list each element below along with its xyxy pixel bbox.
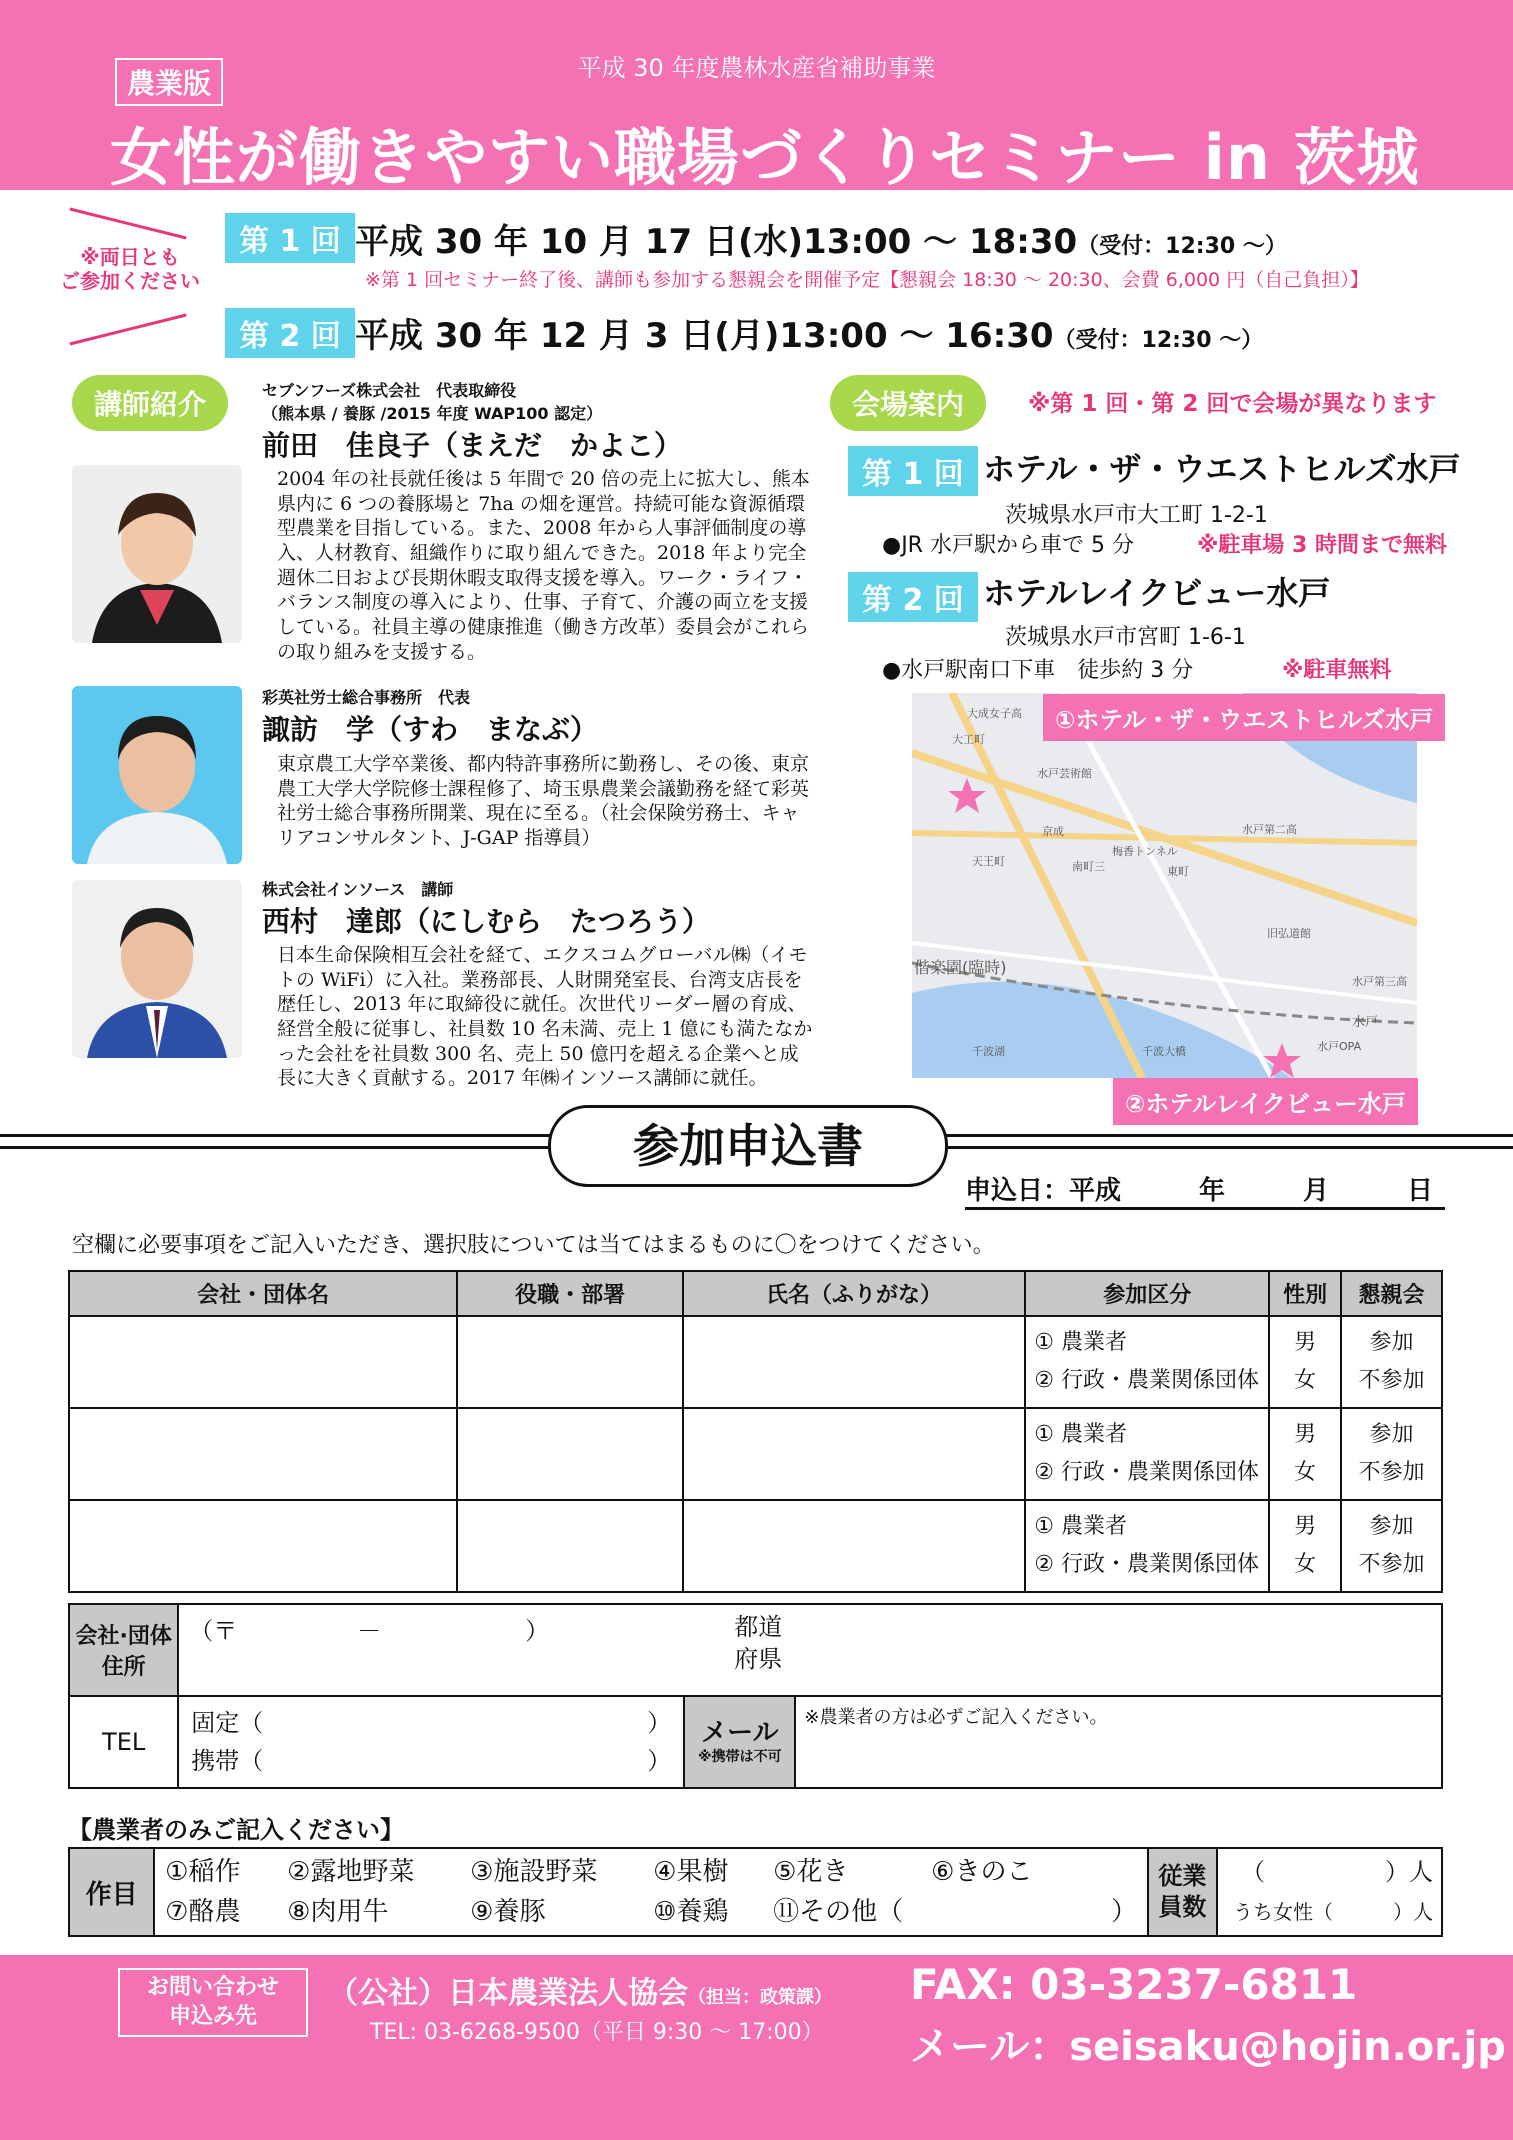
crop-option[interactable]: ⑧肉用牛	[287, 1897, 389, 1927]
map-place: 水戸第二高	[1242, 823, 1297, 836]
both-days-note: ※両日とも ご参加ください	[60, 245, 200, 293]
venue2-badge: 第 2 回	[848, 572, 978, 622]
category-option[interactable]: ① 農業者	[1034, 1514, 1127, 1539]
postal-code-field[interactable]: （〒 － ）	[189, 1617, 550, 1645]
position-field[interactable]	[457, 1408, 683, 1500]
address-row	[69, 1604, 1442, 1696]
mail-label: メール	[701, 1718, 779, 1748]
party-options[interactable]	[1341, 1316, 1442, 1408]
party-options[interactable]	[1341, 1408, 1442, 1500]
gender-option[interactable]: 女	[1294, 1368, 1317, 1393]
map-label-venue1: ①ホテル・ザ・ウエストヒルズ水戸	[1043, 694, 1445, 741]
speaker1-header	[262, 378, 682, 464]
speaker3-name: 西村 達郎（にしむら たつろう）	[262, 905, 711, 938]
map-place: 水戸芸術館	[1037, 767, 1092, 780]
col-header: 参加区分	[1025, 1271, 1269, 1316]
venue2-access: ●水戸駅南口下車 徒歩約 3 分	[882, 658, 1194, 683]
category-option[interactable]: ① 農業者	[1034, 1422, 1127, 1447]
venue2-name: ホテルレイクビュー水戸	[983, 574, 1331, 612]
map-place: 千波湖	[972, 1045, 1005, 1058]
speaker1-bio: 2004 年の社長就任後は 5 年間で 20 倍の売上に拡大し、熊本県内に 6 つの養豚場と 7ha の畑を運営。持続可能な資源循環型農業を目指している。また、2008 年から人事評価制度の導入、人材教育、組織作りに取り組んできた。2018 年より完全週休二日および長期休暇支取得支援を導入。ワーク・ライフ・バランス制度の導入により、仕事、子育て、介護の両立を支援している。社員主導の健康推進（働き方改革）委員会がこれらの取り組みを支援する。	[277, 468, 810, 663]
staff-women-field[interactable]: うち女性（ ）人	[1233, 1900, 1433, 1924]
gender-option[interactable]: 男	[1294, 1330, 1317, 1355]
contact-label: お問い合わせ 申込み先	[118, 1968, 308, 2037]
map-place: 大成女子高	[967, 707, 1022, 720]
application-date[interactable]: 申込日：平成 年 月 日	[965, 1170, 1445, 1210]
map-place: 京成	[1042, 825, 1064, 838]
col-header: 会社・団体名	[69, 1271, 457, 1316]
application-instruction: 空欄に必要事項をご記入いただき、選択肢については当てはまるものに〇をつけてください。	[72, 1233, 995, 1258]
col-header: 役職・部署	[457, 1271, 683, 1316]
staff-fields[interactable]	[1217, 1848, 1442, 1936]
speaker3-photo	[72, 880, 242, 1058]
mail-label-cell	[684, 1696, 795, 1788]
category-option[interactable]: ② 行政・農業関係団体	[1034, 1552, 1259, 1577]
decor-line	[69, 314, 186, 346]
company-field[interactable]	[69, 1500, 457, 1592]
map-place: 千波大橋	[1142, 1045, 1186, 1058]
contact-fax[interactable]: FAX: 03-3237-6811	[910, 1960, 1358, 2009]
contact-org-dept: （担当：政策課）	[688, 1987, 832, 2008]
position-field[interactable]	[457, 1316, 683, 1408]
map-label-venue2: ②ホテルレイクビュー水戸	[1113, 1078, 1418, 1125]
company-field[interactable]	[69, 1316, 457, 1408]
venue-map	[912, 693, 1417, 1078]
gender-option[interactable]: 女	[1294, 1552, 1317, 1577]
gender-option[interactable]: 男	[1294, 1514, 1317, 1539]
staff-label: 従業 員数	[1148, 1848, 1217, 1936]
crop-options-row2	[165, 1892, 1137, 1932]
session2-reception: （受付：12:30 〜）	[1053, 328, 1264, 353]
application-table	[68, 1270, 1443, 1593]
session2-badge: 第 2 回	[225, 308, 355, 358]
subsidy-subtitle: 平成 30 年度農林水産省補助事業	[577, 54, 936, 82]
col-header: 性別	[1269, 1271, 1341, 1316]
speaker1-org: セブンフーズ株式会社 代表取締役	[262, 381, 517, 400]
venue-note: ※第 1 回・第 2 回で会場が異なります	[1028, 391, 1437, 417]
crop-option[interactable]: ⑪その他（ ）	[773, 1897, 1138, 1927]
category-options[interactable]	[1025, 1316, 1269, 1408]
crop-option[interactable]: ⑤花き	[773, 1857, 849, 1887]
speaker3-bio: 日本生命保険相互会社を経て、エクスコムグローバル㈱（イモトの WiFi）に入社。業務部長、人財開発室長、台湾支店長を歴任し、2013 年に取締役に就任。次世代リーダー層の育成、経営全般に従事し、社員数 10 名未満、売上 1 億にも満たなかった会社を社員数 300 名、売上 50 億円を超える企業へと成長に大きく貢献する。2017 年㈱インソース講師に就任。	[277, 944, 813, 1090]
session2-date-text: 平成 30 年 12 月 3 日(月)13:00 〜 16:30	[355, 316, 1054, 356]
venue1-address: 茨城県水戸市大工町 1-2-1	[1005, 503, 1268, 528]
map-place: 旧弘道館	[1267, 927, 1311, 940]
crop-options-row1	[165, 1852, 1137, 1892]
speakers-label: 講師紹介	[72, 375, 228, 431]
map-place: 水戸OPA	[1317, 1040, 1362, 1053]
category-options[interactable]	[1025, 1500, 1269, 1592]
farmer-heading: 【農業者のみご記入ください】	[68, 1816, 404, 1844]
crop-row	[69, 1848, 1442, 1936]
session1-reception: （受付：12:30 〜）	[1077, 234, 1287, 259]
company-field[interactable]	[69, 1408, 457, 1500]
contact-table	[68, 1603, 1443, 1789]
table-row	[69, 1316, 1442, 1408]
mail-field[interactable]	[795, 1696, 1442, 1788]
speaker1-org2: （熊本県 / 養豚 /2015 年度 WAP100 認定）	[262, 404, 603, 423]
tel-fields[interactable]	[178, 1696, 684, 1788]
prefecture-label: 都道 府県	[734, 1613, 783, 1674]
speaker3-header	[262, 877, 710, 940]
speaker2-name: 諏訪 学（すわ まなぶ）	[262, 713, 599, 746]
tel-mobile-field[interactable]: 携帯（ ）	[191, 1747, 672, 1775]
speaker2-photo	[72, 686, 242, 864]
map-place: 天王町	[972, 855, 1005, 868]
farmer-table	[68, 1847, 1443, 1937]
speaker1-photo	[72, 465, 242, 643]
crop-label: 作目	[69, 1848, 154, 1936]
party-option[interactable]: 参加	[1369, 1422, 1414, 1447]
crop-option[interactable]: ⑥きのこ	[931, 1857, 1033, 1887]
party-option[interactable]: 参加	[1369, 1330, 1414, 1355]
tel-label: TEL	[69, 1696, 178, 1788]
col-header: 懇親会	[1341, 1271, 1442, 1316]
contact-org-name: （公社）日本農業法人協会	[328, 1976, 688, 2011]
edition-badge: 農業版	[115, 58, 223, 106]
map-place: 水戸第三高	[1352, 975, 1407, 988]
map-place: 梅香トンネル	[1112, 845, 1178, 858]
crop-option[interactable]: ③施設野菜	[470, 1857, 598, 1887]
position-field[interactable]	[457, 1500, 683, 1592]
gender-options[interactable]	[1269, 1500, 1341, 1592]
table-header-row	[69, 1271, 1442, 1316]
map-place: 東町	[1167, 865, 1189, 878]
venue1-name: ホテル・ザ・ウエストヒルズ水戸	[983, 450, 1461, 488]
gender-option[interactable]: 男	[1294, 1422, 1317, 1447]
party-options[interactable]	[1341, 1500, 1442, 1592]
crop-option[interactable]: ②露地野菜	[287, 1857, 415, 1887]
speaker2-org: 彩英社労士総合事務所 代表	[262, 688, 471, 707]
venue2-parking: ※駐車無料	[1282, 658, 1392, 683]
gender-options[interactable]	[1269, 1408, 1341, 1500]
crop-options[interactable]	[154, 1848, 1148, 1936]
tel-row	[69, 1696, 1442, 1788]
name-field[interactable]	[683, 1316, 1025, 1408]
decor-line	[69, 208, 186, 240]
contact-email[interactable]: メール：seisaku@hojin.or.jp	[910, 2024, 1506, 2070]
party-option[interactable]: 不参加	[1358, 1368, 1425, 1393]
party-option[interactable]: 参加	[1369, 1514, 1414, 1539]
map-place: 大工町	[952, 733, 985, 746]
venue1-parking: ※駐車場 3 時間まで無料	[1197, 533, 1448, 558]
crop-option[interactable]: ①稲作	[165, 1857, 241, 1887]
session1-party-note: ※第 1 回セミナー終了後、講師も参加する懇親会を開催予定【懇親会 18:30 〜 20:30、会費 6,000 円（自己負担）】	[365, 269, 1369, 291]
venue2-address: 茨城県水戸市宮町 1-6-1	[1005, 625, 1246, 650]
col-header: 氏名（ふりがな）	[683, 1271, 1025, 1316]
table-row	[69, 1408, 1442, 1500]
session1-date-text: 平成 30 年 10 月 17 日(水)13:00 〜 18:30	[355, 222, 1078, 262]
contact-org	[328, 1968, 832, 2012]
session2-date	[355, 308, 1263, 357]
speaker2-bio: 東京農工大学卒業後、都内特許事務所に勤務し、その後、東京農工大学大学院修士課程修了、埼玉県農業会議勤務を経て彩英社労士総合事務所開業、現在に至る。（社会保険労務士、キャリアコンサルタント、J-GAP 指導員）	[277, 753, 810, 850]
party-option[interactable]: 不参加	[1358, 1460, 1425, 1485]
contact-tel[interactable]: TEL: 03-6268-9500（平日 9:30 〜 17:00）	[370, 2020, 824, 2045]
name-field[interactable]	[683, 1500, 1025, 1592]
map-place: 水戸	[1352, 1015, 1379, 1030]
speaker3-org: 株式会社インソース 講師	[262, 880, 454, 899]
address-field[interactable]	[178, 1604, 1442, 1696]
crop-option[interactable]: ⑦酪農	[165, 1897, 241, 1927]
address-label: 会社·団体 住所	[69, 1604, 178, 1696]
crop-option[interactable]: ④果樹	[653, 1857, 729, 1887]
table-row	[69, 1500, 1442, 1592]
venue1-badge: 第 1 回	[848, 446, 978, 496]
name-field[interactable]	[683, 1408, 1025, 1500]
speaker2-header	[262, 685, 598, 748]
speaker1-name: 前田 佳良子（まえだ かよこ）	[262, 429, 683, 462]
crop-option[interactable]: ⑩養鶏	[653, 1897, 729, 1927]
venue1-access: ●JR 水戸駅から車で 5 分	[882, 533, 1134, 558]
map-place: 南町三	[1072, 860, 1105, 873]
gender-options[interactable]	[1269, 1316, 1341, 1408]
category-options[interactable]	[1025, 1408, 1269, 1500]
category-option[interactable]: ② 行政・農業関係団体	[1034, 1460, 1259, 1485]
page-title: 女性が働きやすい職場づくりセミナー in 茨城	[110, 121, 1420, 194]
map-place: 偕楽園(臨時)	[914, 958, 1007, 977]
category-option[interactable]: ② 行政・農業関係団体	[1034, 1368, 1259, 1393]
session1-date	[355, 214, 1287, 263]
mail-sublabel: ※携帯は不可	[698, 1749, 782, 1766]
application-title: 参加申込書	[548, 1105, 948, 1187]
crop-option[interactable]: ⑨養豚	[470, 1897, 546, 1927]
mail-note: ※農業者の方は必ずご記入ください。	[804, 1707, 1108, 1728]
gender-option[interactable]: 女	[1294, 1460, 1317, 1485]
session1-badge: 第 1 回	[225, 213, 355, 263]
staff-total-field[interactable]: （ ）人	[1241, 1858, 1433, 1886]
category-option[interactable]: ① 農業者	[1034, 1330, 1127, 1355]
party-option[interactable]: 不参加	[1358, 1552, 1425, 1577]
venue-label: 会場案内	[830, 375, 986, 431]
tel-fixed-field[interactable]: 固定（ ）	[191, 1709, 672, 1737]
